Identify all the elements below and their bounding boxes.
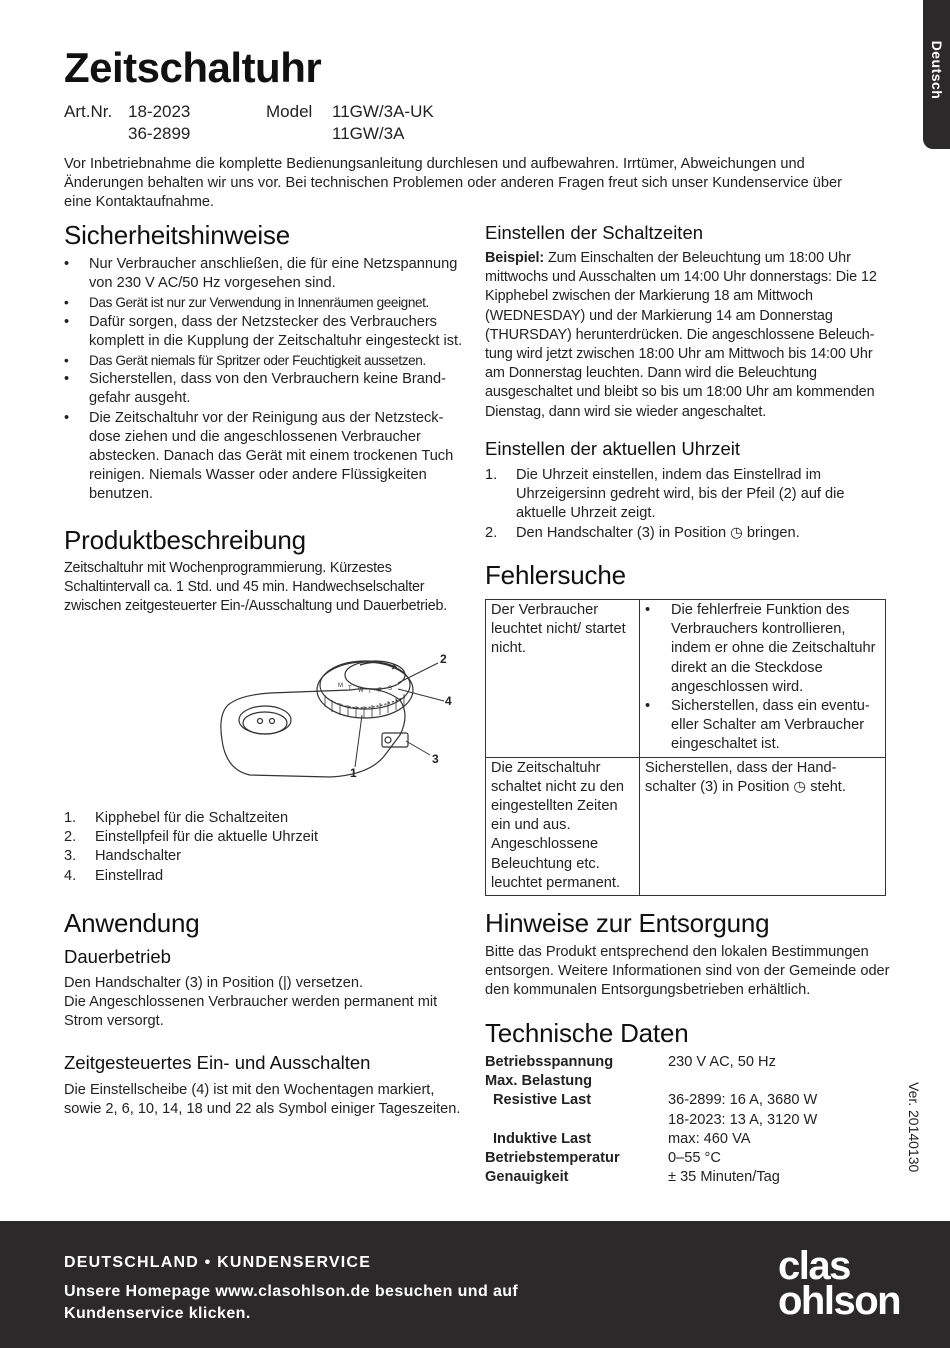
list-item <box>64 867 474 886</box>
tech-value: 230 V AC, 50 Hz <box>668 1054 776 1070</box>
artnr-number: 36-2899 <box>128 124 191 143</box>
tech-value: ± 35 Minuten/Tag <box>668 1169 780 1186</box>
logo-line: ohlson <box>778 1279 901 1323</box>
tech-row <box>485 1053 895 1072</box>
tech-key: Resistive Last <box>493 1092 592 1109</box>
list-label: Den Handschalter (3) in Position ◷ bringen. <box>516 524 800 541</box>
timer-diagram <box>210 645 470 785</box>
svg-text:T: T <box>368 689 372 695</box>
tech-value: 36-2899: 16 A, 3680 W <box>668 1092 818 1109</box>
language-tab <box>923 0 950 149</box>
tech-row <box>485 1168 895 1187</box>
table-row <box>486 757 886 895</box>
model-number: 11GW/3A-UK <box>332 102 434 121</box>
tech-heading: Technische Daten <box>485 1018 689 1048</box>
tech-row <box>485 1130 895 1149</box>
safety-list <box>64 255 469 505</box>
safety-heading: Sicherheitshinweise <box>64 220 290 250</box>
schaltzeiten-heading: Einstellen der Schaltzeiten <box>485 222 704 243</box>
tech-key: Genauigkeit <box>485 1169 569 1186</box>
list-item: • Nur Verbraucher anschließen, die für eine Netzspannung von 230 V AC/50 Hz vorgesehen sind. <box>64 255 469 293</box>
list-item <box>64 809 474 828</box>
zeit-heading: Zeitgesteuertes Ein- und Ausschalten <box>64 1052 371 1073</box>
dauer-text-1: Den Handschalter (3) in Position (|) versetzen. <box>64 975 364 991</box>
list-label: Handschalter <box>95 848 181 865</box>
tech-key: Max. Belastung <box>485 1073 593 1090</box>
list-item <box>64 828 474 847</box>
list-number: 3. <box>64 848 77 865</box>
parts-list <box>64 809 474 886</box>
solution-list <box>645 601 880 755</box>
callout-4: 4 <box>445 694 452 708</box>
uhrzeit-steps <box>485 466 845 543</box>
product-text: Zeitschaltuhr mit Wochenprogrammierung. Kürzestes Schaltintervall ca. 1 Std. und 45 min. Handwechselschalter zwischen zeitgesteuerter Ein-/Ausschaltung und Dauerbetrieb. <box>64 560 447 615</box>
footer <box>0 1221 950 1348</box>
svg-text:F: F <box>378 688 382 694</box>
brand-logo <box>778 1244 901 1323</box>
list-label: Einstellrad <box>95 867 164 884</box>
language-label: Deutsch <box>929 40 945 100</box>
model-label: Model <box>266 102 313 121</box>
svg-text:T: T <box>348 686 352 692</box>
list-number: 1. <box>485 467 498 483</box>
list-item <box>485 524 845 543</box>
artnr-number: 18-2023 <box>128 102 191 121</box>
svg-text:S: S <box>388 686 393 692</box>
table-cell-solution <box>640 600 886 758</box>
list-number: 2. <box>485 524 498 541</box>
tech-key: Betriebstemperatur <box>485 1149 620 1166</box>
callout-3: 3 <box>432 752 439 766</box>
list-item: • Das Gerät niemals für Spritzer oder Feuchtigkeit aussetzen. <box>64 351 469 370</box>
version-label: Ver. 20140130 <box>906 1082 922 1173</box>
example-text: Zum Einschalten der Beleuchtung um 18:00 Uhr mittwochs und Ausschalten um 14:00 Uhr donnerstags: Die 12 Kipphebel zwischen der Markierung 18 am Mittwoch (WEDNESDAY) und der Markierung 14 am Donnerstag (THURSDAY) herunterdrücken. Die angeschlossene Beleuchtung wird jetzt zwischen 18:00 Uhr am Mittwoch bis 14:00 Uhr am Donnerstag leuchten. Dann wird die Beleuchtung ausgeschaltet und bleibt so bis um 18:00 Uhr am kommenden Dienstag, dann wird sie wieder angeschaltet. <box>485 250 877 420</box>
tech-row <box>485 1072 895 1091</box>
zeit-text: Die Einstellscheibe (4) ist mit den Wochentagen markiert, sowie 2, 6, 10, 14, 18 und 22 als Symbol einiger Tageszeiten. <box>64 1082 461 1118</box>
tech-row <box>485 1111 895 1130</box>
tech-row <box>485 1091 895 1110</box>
tech-key: Induktive Last <box>493 1130 592 1147</box>
troubleshooting-table <box>485 599 886 896</box>
model-number: 11GW/3A <box>332 124 405 143</box>
list-label: Die Uhrzeit einstellen, indem das Einstellrad im Uhrzeigersinn gedreht wird, bis der Pfeil (2) auf die aktuelle Uhrzeit zeigt. <box>516 467 845 522</box>
dauer-text-2: Die Angeschlossenen Verbraucher werden permanent mit Strom versorgt. <box>64 994 438 1030</box>
list-item: • Sicherstellen, dass von den Verbrauchern keine Brandgefahr ausgeht. <box>64 370 469 408</box>
callout-2: 2 <box>440 652 447 666</box>
tech-value: 0–55 °C <box>668 1149 721 1166</box>
tech-table <box>485 1053 895 1187</box>
tech-value: 18-2023: 13 A, 3120 W <box>668 1111 818 1128</box>
callout-1: 1 <box>350 766 357 780</box>
list-label: Einstellpfeil für die aktuelle Uhrzeit <box>95 829 319 846</box>
dauer-heading: Dauerbetrieb <box>64 946 171 967</box>
svg-text:W: W <box>358 688 364 694</box>
intro-text: Vor Inbetriebnahme die komplette Bedienungsanleitung durchlesen und aufbewahren. Irrtümer, Abweichungen und Änderungen behalten wir uns vor. Bei technischen Problemen oder anderen Fragen freut sich unser Kundenservice über eine Kontaktaufnahme. <box>64 156 843 211</box>
list-number: 2. <box>64 829 77 846</box>
list-label: Kipphebel für die Schaltzeiten <box>95 810 289 826</box>
list-number: 4. <box>64 867 77 884</box>
list-item <box>64 847 474 866</box>
list-item <box>485 466 845 524</box>
footer-text: Unsere Homepage www.clasohlson.de besuchen und auf Kundenservice klicken. <box>64 1283 519 1322</box>
tech-row <box>485 1149 895 1168</box>
footer-title: DEUTSCHLAND • KUNDENSERVICE <box>64 1254 372 1271</box>
tech-value: max: 460 VA <box>668 1130 751 1147</box>
table-row <box>486 600 886 758</box>
list-item: • Die Zeitschaltuhr vor der Reinigung aus der Netzsteckdose ziehen und die angeschlossenen Verbraucher abstecken. Danach das Gerät mit einem trockenen Tuch reinigen. Niemals Wasser oder andere Flüssigkeiten benutzen. <box>64 409 469 505</box>
entsorgung-heading: Hinweise zur Entsorgung <box>485 908 770 938</box>
list-item: • Die fehlerfreie Funktion des Verbrauchers kontrollieren, indem er ohne die Zeitschaltuhr direkt an die Steckdose angeschlossen wird. <box>645 601 880 697</box>
tech-key: Betriebsspannung <box>485 1054 614 1070</box>
table-cell-problem: Die Zeitschaltuhr schaltet nicht zu den eingestellten Zeiten ein und aus. Angeschlossene Beleuchtung etc. leuchtet permanent. <box>486 757 640 895</box>
svg-text:M: M <box>338 683 343 689</box>
entsorgung-text: Bitte das Produkt entsprechend den lokalen Bestimmungen entsorgen. Weitere Informationen sind von der Gemeinde oder den kommunalen Entsorgungsbetrieben erhältlich. <box>485 944 890 999</box>
list-item: • Dafür sorgen, dass der Netzstecker des Verbrauchers komplett in die Kupplung der Zeitschaltuhr eingesteckt ist. <box>64 313 469 351</box>
product-heading: Produktbeschreibung <box>64 525 306 555</box>
logo-line: clas <box>778 1244 850 1288</box>
page-title: Zeitschaltuhr <box>64 44 322 91</box>
schaltzeiten-text <box>485 249 885 422</box>
uhrzeit-heading: Einstellen der aktuellen Uhrzeit <box>485 438 741 459</box>
fehlersuche-heading: Fehlersuche <box>485 560 626 590</box>
example-label: Beispiel: <box>485 250 545 266</box>
artnr-label: Art.Nr. <box>64 102 113 121</box>
table-cell-problem: Der Verbraucher leuchtet nicht/ startet nicht. <box>486 600 640 758</box>
list-item: • Sicherstellen, dass ein eventueller Schalter am Verbraucher eingeschaltet ist. <box>645 697 880 755</box>
usage-heading: Anwendung <box>64 908 200 938</box>
list-item: • Das Gerät ist nur zur Verwendung in Innenräumen geeignet. <box>64 293 469 312</box>
list-number: 1. <box>64 810 77 826</box>
table-cell-solution: Sicherstellen, dass der Handschalter (3) in Position ◷ steht. <box>640 757 886 895</box>
